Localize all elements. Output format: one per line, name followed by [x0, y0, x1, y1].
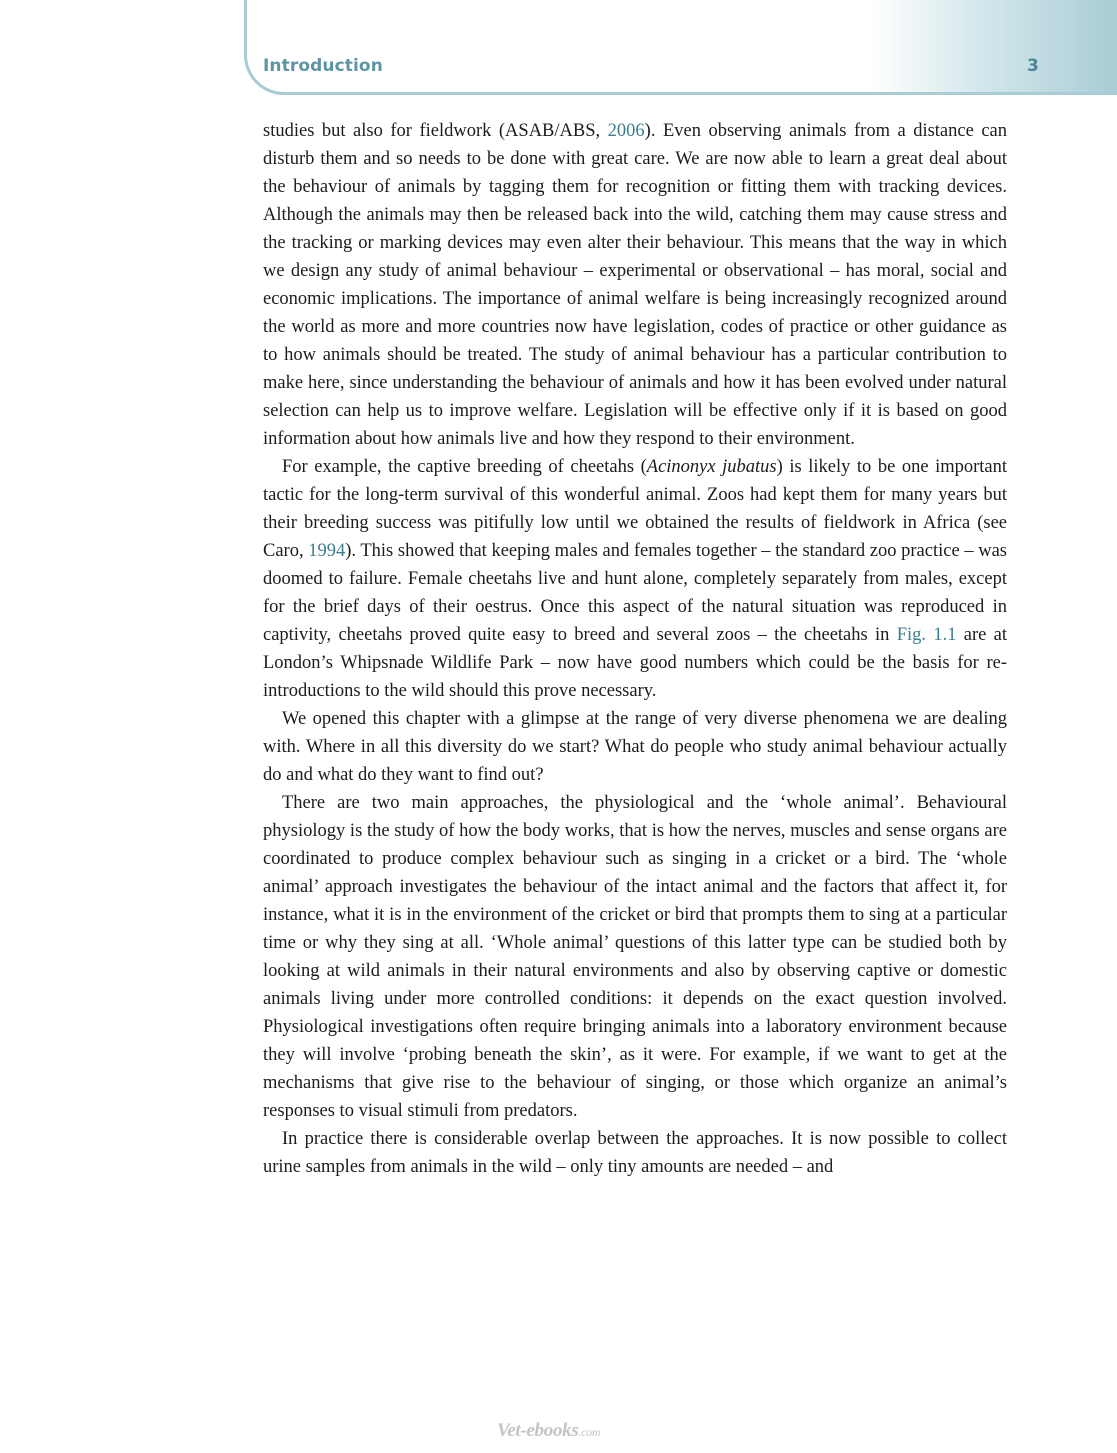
citation-link[interactable]: 2006	[607, 121, 645, 141]
species-name: Acinonyx jubatus	[646, 457, 777, 477]
paragraph	[263, 453, 1007, 705]
paragraph	[263, 789, 1007, 1125]
citation-link[interactable]: Fig. 1.1	[896, 625, 957, 645]
body-text	[263, 117, 1007, 1181]
text-run: We opened this chapter with a glimpse at the range of very diverse phenomena we are dealing with. Where in all this diversity do we start? What do people who study animal behaviour actually do and what do they want to find out?	[263, 709, 1007, 785]
text-run: For example, the captive breeding of cheetahs (	[282, 457, 647, 477]
citation-link[interactable]: 1994	[308, 541, 346, 561]
text-run: are at London’s Whipsnade Wildlife Park – now have good numbers which could be the basis for re-introductions to the wild should this prove necessary.	[263, 625, 1007, 701]
watermark-main: Vet-ebooks	[497, 1420, 579, 1441]
watermark-logo	[497, 1420, 600, 1442]
paragraph	[263, 1125, 1007, 1181]
text-run: In practice there is considerable overlap between the approaches. It is now possible to collect urine samples from animals in the wild – only tiny amounts are needed – and	[263, 1129, 1007, 1177]
watermark-suffix: .com	[578, 1425, 601, 1439]
paragraph	[263, 705, 1007, 789]
text-run: ). This showed that keeping males and females together – the standard zoo practice – was doomed to failure. Female cheetahs live and hunt alone, completely separately from males, except for the brief days of their oestrus. Once this aspect of the natural situation was reproduced in captivity, cheetahs proved quite easy to breed and several zoos – the cheetahs in	[263, 541, 1007, 645]
paragraph	[263, 117, 1007, 453]
text-run: There are two main approaches, the physiological and the ‘whole animal’. Behavioural physiology is the study of how the body works, that is how the nerves, muscles and sense organs are coordinated to produce complex behaviour such as singing in a cricket or a bird. The ‘whole animal’ approach investigates the behaviour of the intact animal and the factors that affect it, for instance, what it is in the environment of the cricket or bird that prompts them to sing at a particular time or why they sing at all. ‘Whole animal’ questions of this latter type can be studied both by looking at wild animals in their natural environments and also by observing captive or domestic animals living under more controlled conditions: it depends on the exact question involved. Physiological investigations often require bringing animals into a laboratory environment because they will involve ‘probing beneath the skin’, as it were. For example, if we want to get at the mechanisms that give rise to the behaviour of singing, or those which organize an animal’s responses to visual stimuli from predators.	[263, 793, 1007, 1121]
running-header	[244, 0, 1117, 95]
text-run: ). Even observing animals from a distance can disturb them and so needs to be done with great care. We are now able to learn a great deal about the behaviour of animals by tagging them for recognition or fitting them with tracking devices. Although the animals may then be released back into the wild, catching them may cause stress and the tracking or marking devices may even alter their behaviour. This means that the way in which we design any study of animal behaviour – experimental or observational – has moral, social and economic implications. The importance of animal welfare is being increasingly recognized around the world as more and more countries now have legislation, codes of practice or other guidance as to how animals should be treated. The study of animal behaviour has a particular contribution to make here, since understanding the behaviour of animals and how it has been evolved under natural selection can help us to improve welfare. Legislation will be effective only if it is based on good information about how animals live and how they respond to their environment.	[263, 121, 1007, 449]
page-number: 3	[1027, 56, 1039, 76]
section-title: Introduction	[263, 56, 383, 76]
text-run: studies but also for fieldwork (ASAB/ABS,	[263, 121, 608, 141]
text-run: ) is likely to be one important tactic for the long-term survival of this wonderful animal. Zoos had kept them for many years but their breeding success was pitifully low until we obtained the results of fieldwork in Africa (see Caro,	[263, 457, 1008, 561]
